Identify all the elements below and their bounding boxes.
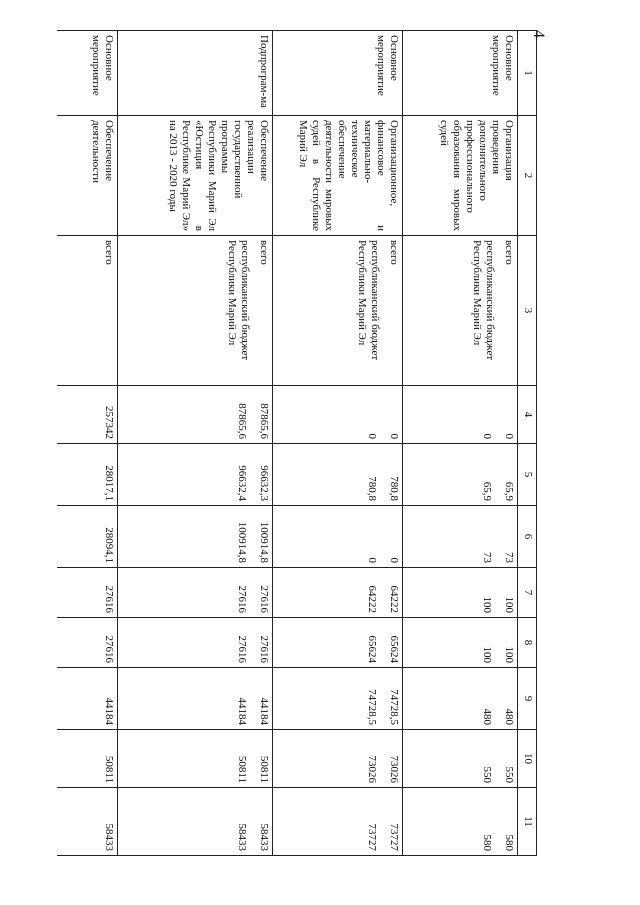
cell-value: 27616	[258, 635, 270, 663]
table-row	[58, 31, 118, 856]
value-cell-col6	[273, 506, 403, 568]
cell-value: 74728,5	[388, 689, 400, 725]
value-cell-col7	[58, 568, 118, 618]
funding-source-cell	[118, 236, 273, 386]
row-type-cell: Подпрограм-ма	[118, 31, 273, 116]
cell-value: 73	[503, 552, 515, 563]
header-cell-4: 4	[518, 386, 537, 444]
cell-value: 73727	[366, 823, 378, 851]
table-body	[58, 31, 518, 856]
value-cell-col8	[403, 618, 518, 668]
cell-value: 73727	[388, 823, 400, 851]
row-type-cell: Основное мероприятие	[273, 31, 403, 116]
cell-value: 27616	[258, 585, 270, 613]
value-cell-col5	[403, 444, 518, 506]
value-cell-col10	[118, 730, 273, 788]
header-cell-7: 7	[518, 568, 537, 618]
value-cell-col8	[58, 618, 118, 668]
page-number: 4	[530, 30, 547, 38]
header-cell-8: 8	[518, 618, 537, 668]
cell-value: 96632,4	[236, 465, 248, 501]
value-cell-col4	[58, 386, 118, 444]
value-cell-col6	[118, 506, 273, 568]
cell-value: 0	[388, 557, 400, 563]
table-row	[118, 31, 273, 856]
table-row	[403, 31, 518, 856]
value-cell-col11	[118, 788, 273, 856]
row-type-cell: Основное мероприятие	[403, 31, 518, 116]
row-name-cell: Обеспечение реализации государственной программы Республики Марий Эл «Юстиция в Республике Марий Эл» на 2013 - 2020 годы	[118, 116, 273, 236]
value-cell-col10	[273, 730, 403, 788]
cell-value: 28094,1	[103, 527, 115, 563]
row-name-cell: Организация проведения дополнительного профессионального образования мировых судей	[403, 116, 518, 236]
funding-source: всего	[258, 240, 270, 265]
value-cell-col7	[403, 568, 518, 618]
row-name-cell: Обеспечение деятельности	[58, 116, 118, 236]
value-cell-col9	[273, 668, 403, 730]
cell-value: 480	[503, 708, 515, 725]
cell-value: 0	[503, 433, 515, 439]
value-cell-col10	[403, 730, 518, 788]
funding-source: всего	[103, 240, 115, 265]
cell-value: 100	[503, 596, 515, 613]
cell-value: 27616	[103, 585, 115, 613]
cell-value: 100914,8	[258, 521, 270, 563]
value-cell-col11	[58, 788, 118, 856]
header-cell-5: 5	[518, 444, 537, 506]
value-cell-col6	[58, 506, 118, 568]
cell-value: 100	[481, 646, 493, 663]
cell-value: 58433	[103, 823, 115, 851]
funding-source: всего	[388, 240, 400, 265]
value-cell-col7	[273, 568, 403, 618]
cell-value: 50811	[236, 755, 248, 783]
header-cell-9: 9	[518, 668, 537, 730]
header-row	[518, 31, 537, 856]
cell-value: 100	[503, 646, 515, 663]
funding-source-cell	[403, 236, 518, 386]
cell-value: 58433	[236, 823, 248, 851]
cell-value: 100914,8	[236, 521, 248, 563]
value-cell-col9	[118, 668, 273, 730]
cell-value: 257342	[103, 406, 115, 439]
value-cell-col4	[118, 386, 273, 444]
cell-value: 27616	[103, 635, 115, 663]
cell-value: 27616	[236, 635, 248, 663]
cell-value: 44184	[103, 697, 115, 725]
value-cell-col11	[273, 788, 403, 856]
cell-value: 480	[481, 708, 493, 725]
cell-value: 65624	[366, 635, 378, 663]
cell-value: 580	[481, 834, 493, 851]
cell-value: 0	[481, 433, 493, 439]
value-cell-col5	[273, 444, 403, 506]
cell-value: 65,9	[503, 481, 515, 501]
header-cell-10: 10	[518, 730, 537, 788]
value-cell-col9	[403, 668, 518, 730]
cell-value: 580	[503, 834, 515, 851]
cell-value: 65,9	[481, 481, 493, 501]
row-type-cell: Основное мероприятие	[58, 31, 118, 116]
cell-value: 50811	[103, 755, 115, 783]
funding-source-cell	[273, 236, 403, 386]
value-cell-col9	[58, 668, 118, 730]
value-cell-col4	[403, 386, 518, 444]
cell-value: 780,8	[388, 476, 400, 501]
row-name-cell: Организационное, финансовое и материально-техническое обеспечение деятельности мировых судей в Республике Марий Эл	[273, 116, 403, 236]
value-cell-col8	[118, 618, 273, 668]
cell-value: 65624	[388, 635, 400, 663]
cell-value: 100	[481, 596, 493, 613]
cell-value: 73	[481, 552, 493, 563]
value-cell-col5	[58, 444, 118, 506]
value-cell-col8	[273, 618, 403, 668]
value-cell-col5	[118, 444, 273, 506]
value-cell-col11	[403, 788, 518, 856]
cell-value: 0	[366, 557, 378, 563]
cell-value: 87865,6	[236, 403, 248, 439]
value-cell-col4	[273, 386, 403, 444]
funding-source-cell	[58, 236, 118, 386]
header-cell-3: 3	[518, 236, 537, 386]
cell-value: 0	[388, 433, 400, 439]
cell-value: 74728,5	[366, 689, 378, 725]
budget-table	[58, 30, 538, 856]
cell-value: 58433	[258, 823, 270, 851]
funding-source: всего	[503, 240, 515, 265]
rotated-content	[90, 20, 547, 865]
header-cell-11: 11	[518, 788, 537, 856]
cell-value: 96632,3	[258, 465, 270, 501]
cell-value: 550	[503, 766, 515, 783]
cell-value: 44184	[258, 697, 270, 725]
funding-source: республиканский бюджет Республики Марий Эл	[226, 240, 252, 361]
funding-source: республиканский бюджет Республики Марий Эл	[471, 240, 497, 361]
cell-value: 50811	[258, 755, 270, 783]
cell-value: 87865,6	[258, 403, 270, 439]
header-cell-2: 2	[518, 116, 537, 236]
value-cell-col7	[118, 568, 273, 618]
cell-value: 550	[481, 766, 493, 783]
cell-value: 780,8	[366, 476, 378, 501]
value-cell-col6	[403, 506, 518, 568]
header-cell-1: 1	[518, 31, 537, 116]
table-row	[273, 31, 403, 856]
cell-value: 27616	[236, 585, 248, 613]
cell-value: 0	[366, 433, 378, 439]
cell-value: 64222	[388, 585, 400, 613]
funding-source: республиканский бюджет Республики Марий Эл	[356, 240, 382, 361]
cell-value: 44184	[236, 697, 248, 725]
cell-value: 73026	[388, 755, 400, 783]
cell-value: 28017,1	[103, 465, 115, 501]
cell-value: 64222	[366, 585, 378, 613]
header-cell-6: 6	[518, 506, 537, 568]
value-cell-col10	[58, 730, 118, 788]
cell-value: 73026	[366, 755, 378, 783]
